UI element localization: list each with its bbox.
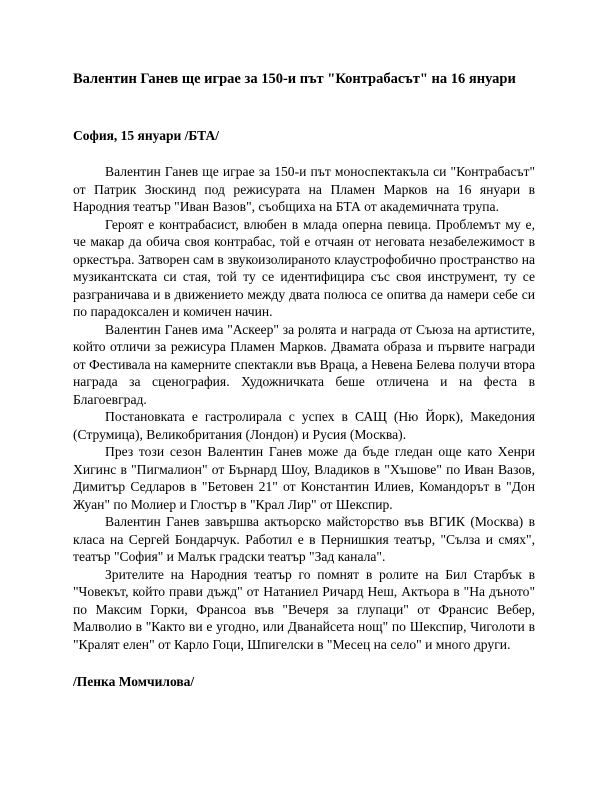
paragraph-6: Валентин Ганев завършва актьорско майсторство във ВГИК (Москва) в класа на Сергей Бондарчук. Работил е в Пернишкия театър, "Сълза и смях", театър "София" и Малък градски театър "Зад канала". — [73, 514, 535, 564]
dateline: София, 15 януари /БТА/ — [73, 128, 219, 143]
article-body — [73, 163, 535, 653]
paragraph-2: Героят е контрабасист, влюбен в млада оперна певица. Проблемът му е, че макар да обича своя контрабас, той е отчаян от неговата незабележимост в оркестъра. Затворен сам в звукоизолираното клаустрофобично пространство на музикантската си стая, той ту се идентифицира със своя инструмент, ту се разграничава и в движението между двата полюса се опитва да намери себе си по парадоксален и комичен начин. — [73, 216, 535, 319]
article — [73, 70, 535, 691]
paragraph-5: През този сезон Валентин Ганев може да бъде гледан още като Хенри Хигинс в "Пигмалион" от Бърнард Шоу, Владиков в "Хъшове" по Иван Вазов, Димитър Седларов в "Бетовен 21" от Константин Илиев, Командорът в "Дон Жуан" по Молиер и Глостър в "Крал Лир" от Шекспир. — [73, 444, 535, 512]
paragraph-7: Зрителите на Народния театър го помнят в ролите на Бил Старбък в "Човекът, който прави дъжд" от Натаниел Ричард Неш, Актьора в "На дъното" по Максим Горки, Франсоа във "Вечеря за глупаци" от Франсис Вебер, Малволио в "Както ви е угодно, или Дванайсета нощ" по Шекспир, Чиголоти в "Кралят елен" от Карло Гоци, Шпигелски в "Месец на село" и много други. — [73, 566, 535, 652]
paragraph-4: Постановката е гастролирала с успех в САЩ (Ню Йорк), Македония (Струмица), Великобритания (Лондон) и Русия (Москва). — [73, 409, 535, 442]
article-title: Валентин Ганев ще играе за 150-и път "Контрабасът" на 16 януари — [73, 71, 516, 87]
author-byline: /Пенка Момчилова/ — [73, 674, 195, 689]
paragraph-1: Валентин Ганев ще играе за 150-и път моноспектакъла си "Контрабасът" от Патрик Зюскинд под режисурата на Пламен Марков на 16 януари в Народния театър "Иван Вазов", съобщиха на БТА от академичната трупа. — [73, 164, 535, 214]
paragraph-3: Валентин Ганев има "Аскеер" за ролята и награда от Съюза на артистите, който отличи за режисура Пламен Марков. Двамата образа и първите награди от Фестивала на камерните спектакли във Враца, а Невена Белева получи втора награда за сценография. Художничката беше отличена и на феста в Благоевград. — [73, 321, 535, 407]
